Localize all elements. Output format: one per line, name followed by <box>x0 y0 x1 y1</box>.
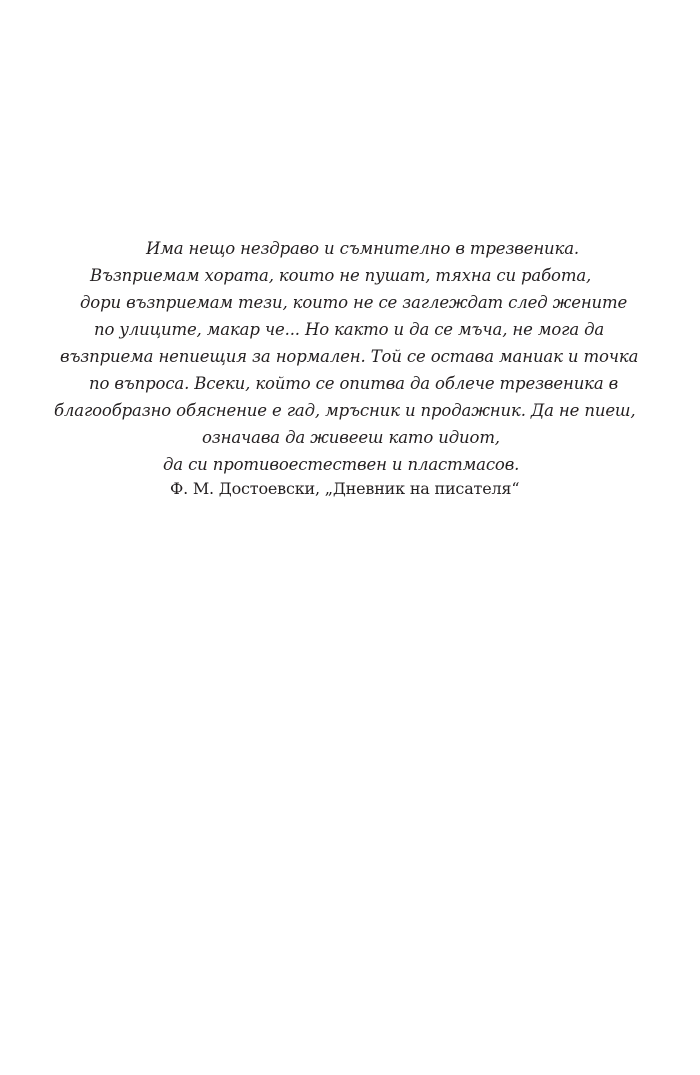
epigraph-line: благообразно обяснение е гад, мръсник и продажник. Да не пиеш, <box>54 401 636 420</box>
epigraph-line: възприема непиещия за нормален. Той се остава маниак и точка <box>60 347 639 366</box>
epigraph-line: по улиците, макар че... Но както и да се мъча, не мога да <box>94 320 605 339</box>
epigraph-attribution: Ф. М. Достоевски, „Дневник на писателя“ <box>170 479 520 498</box>
epigraph-line: Възприемам хората, които не пушат, тяхна си работа, <box>90 266 592 285</box>
epigraph-line: дори възприемам тези, които не се заглеждат след жените <box>80 293 628 312</box>
epigraph-line: Има нещо нездраво и съмнително в трезвеника. <box>146 239 580 258</box>
epigraph-line: да си противоестествен и пластмасов. <box>163 455 520 474</box>
epigraph-line: означава да живееш като идиот, <box>202 428 500 447</box>
epigraph-line: по въпроса. Всеки, който се опитва да облече трезвеника в <box>89 374 619 393</box>
